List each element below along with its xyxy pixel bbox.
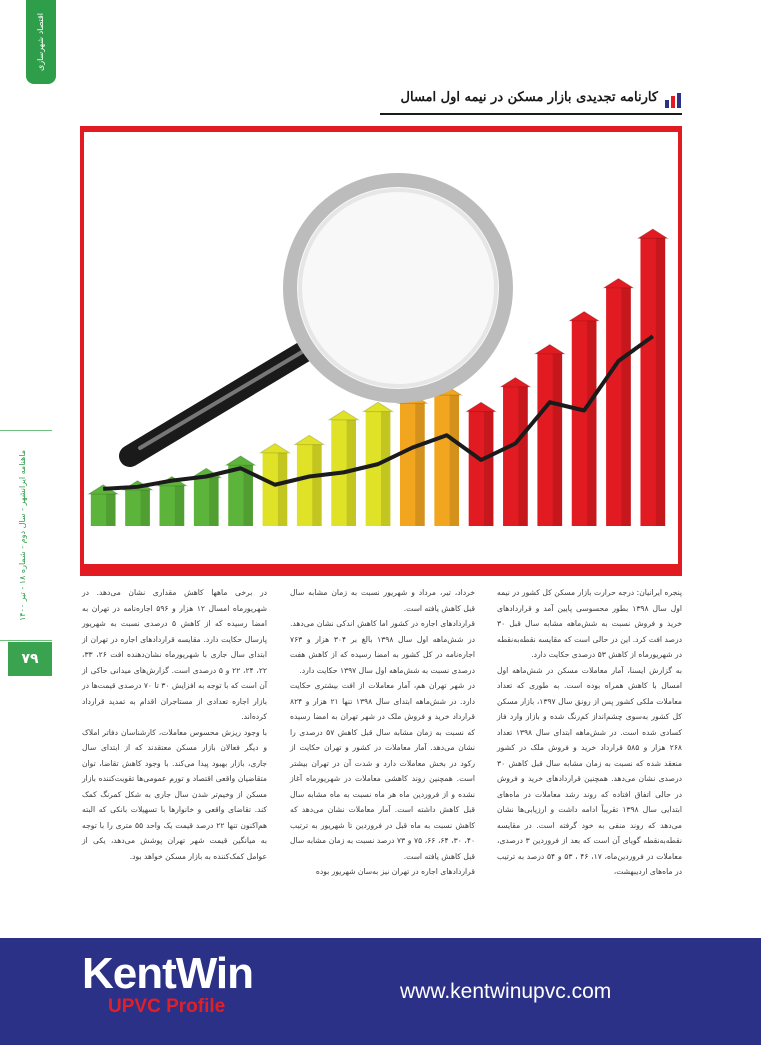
paragraph: خرداد، تیر، مرداد و شهریور نسبت به زمان مشابه سال قبل کاهش یافته است.	[290, 588, 475, 613]
paragraph: قراردادهای اجاره در تهران نیز به‌سان شهریور بوده	[315, 867, 475, 876]
article-header	[380, 90, 682, 112]
bar-roof	[363, 402, 393, 411]
housing-bar-chart	[80, 126, 682, 576]
page-number: ۷۹	[8, 642, 52, 676]
bar-shade	[621, 287, 630, 526]
hero-figure	[80, 126, 682, 576]
house-bar	[398, 394, 428, 526]
bar-roof	[466, 402, 496, 411]
brand-tagline: UPVC Profile	[108, 996, 226, 1017]
bar-roof	[329, 411, 359, 420]
bar-shade	[587, 320, 596, 526]
section-tab-label: اقتصاد شهرسازی	[36, 13, 45, 72]
bar-roof	[501, 378, 531, 387]
bar-roof	[535, 345, 565, 354]
title-underline	[380, 113, 682, 115]
bar-roof	[260, 444, 290, 453]
paragraph: به گزارش ایسنا، آمار معاملات مسکن در شش‌ماهه اول امسال با کاهش همراه بوده است. به طوری که تعداد معاملات ملکی کشور پس از رونق سال ۱۳۹۷، بازار مسکن کل کشور به‌سوی چشم‌انداز کم‌رنگ شده و بازار وارد فاز کسادی شده است. در شش‌ماهه ابتدای سال ۱۳۹۸ تعداد ۲۶۸ هزار و ۵۸۵ قرارداد خرید و فروش ملک در کشور منعقد شده که نسبت به زمان مشابه سال قبل کاهش ۳۰ درصدی نشان می‌دهد. همچنین قراردادهای خرید و فروش در حالی اتفاق افتاده که روند رشد معاملات در ماه‌های ابتدایی سال ۱۳۹۸ تقریباً ادامه داشت و ارزیابی‌ها نشان می‌دهد که روند منفی به خود گرفته است. در مقایسه نقطه‌به‌نقطه گویای آن است که بعد از فروردین ۳ درصدی، معاملات در فروردین‌ماه، ۱۷، ۴۶ ، ۵۳ و ۵۴ درصد به ترتیب در ماه‌های اردیبهشت،	[497, 665, 683, 876]
article-column-3	[82, 585, 267, 864]
paragraph: پنجره ایرانیان: درجه حرارت بازار مسکن کل کشور در نیمه اول سال ۱۳۹۸ بطور محسوسی پایین آمد و قراردادهای خرید و فروش نسبت به شش‌ماهه مشابه سال قبل ۳۰ درصد افت کرد. این در حالی است که مقایسه نقطه‌به‌نقطه در شهریورماه از کاهش ۵۳ درصدی حکایت دارد.	[497, 588, 682, 659]
bar-shade	[415, 403, 424, 526]
article-title: کارنامه تجدیدی بازار مسکن در نیمه اول امسال	[400, 90, 658, 105]
bar-shade	[209, 477, 218, 526]
bar-shade	[278, 452, 287, 526]
house-bar	[88, 485, 118, 526]
paragraph: با وجود ریزش محسوس معاملات، کارشناسان دفاتر املاک و دیگر فعالان بازار مسکن معتقدند که از ابتدای سال جاری، بازار بهبود پیدا می‌کند. با وجود کاهش تقاضا، توان متقاضیان واقعی اقتصاد و تورم عمومی‌ها تقویت‌کننده بازار مسکن از وخیم‌تر شدن سال جاری به شکل کمرنگ کمک کند. تقاضای واقعی و خانوارها با تسهیلات بانکی که البته هم‌اکنون تنها ۲۲ درصد قیمت یک واحد ۵۵ متری را با توجه به میانگین قیمت شهر تهران پوشش می‌دهد، یکی از عوامل کمک‌کننده به بازار مسکن خواهد بود.	[82, 727, 268, 861]
bar-shade	[553, 353, 562, 526]
paragraph: در شهر تهران هم، آمار معاملات از افت بیشتری حکایت دارد. در شش‌ماهه ابتدای سال ۱۳۹۸ تنها ۲۱ هزار و ۸۲۴ قرارداد خرید و فروش ملک در شهر تهران به امضا رسیده که نسبت به زمان مشابه سال قبل کاهش ۵۷ درصدی را نشان می‌دهد. آمار معاملات در کشور و تهران حکایت از رکود در بخش معاملات دارد و شدت آن در تهران بیشتر است. همچنین روند کاهشی معاملات در شهریورماه آغاز نشده و از فروردین ماه هر ماه نسبت به ماه مشابه سال قبل کاهش داشته است. آمار معاملات نشان می‌دهد که کاهش نسبت به ماه قبل در فروردین تا شهریور به ترتیب ۴۰، ۳۰، ۶۴، ۶۶، ۷۵ و ۷۳ درصد نسبت به زمان مشابه سال قبل کاهش یافته است.	[290, 681, 476, 861]
bar-roof	[294, 435, 324, 444]
house-bar	[638, 229, 668, 526]
bar-roof	[638, 229, 668, 238]
bar-shade	[106, 493, 115, 526]
house-bar	[535, 345, 565, 527]
bar-shade	[656, 238, 665, 526]
bar-shade	[381, 411, 390, 526]
bar-shade	[518, 386, 527, 526]
issue-line: ماهنامه ایرانشهر - سال دوم - شماره ۱۸ - تیر ۱۴۰۰	[18, 449, 27, 621]
bar-shade	[175, 485, 184, 526]
brand-logo-text: KentWin	[82, 949, 254, 998]
house-bar	[604, 279, 634, 527]
bar-shade	[140, 489, 149, 526]
house-bar	[466, 402, 496, 526]
article-column-2	[290, 585, 475, 880]
bar-shade	[450, 394, 459, 526]
bar-roof	[226, 456, 256, 465]
bar-roof	[569, 312, 599, 321]
building-chart-icon	[664, 92, 682, 108]
article-column-1	[497, 585, 682, 880]
paragraph: در برخی ماهها کاهش مقداری نشان می‌دهد. در شهریورماه امسال ۱۲ هزار و ۵۹۶ اجاره‌نامه در تهران به امضا رسیده که از کاهش ۵ درصدی نسبت به شهریور پارسال حکایت دارد. مقایسه قراردادهای اجاره در تهران از ابتدای سال جاری با شهریورماه نشان‌دهنده افت ۲۶، ۳۳، ۲۲، ۲۴، ۲۲ و ۵ درصدی است. گزارش‌های میدانی حاکی از آن است که با توجه به افزایش ۳۰ تا ۷۰ درصدی قیمت‌ها در بازار اجاره تعدادی از مستاجران اقدام به تمدید قرارداد کرده‌اند.	[82, 588, 267, 721]
bar-shade	[312, 444, 321, 526]
section-tab	[26, 0, 56, 84]
house-bar	[501, 378, 531, 527]
bar-shade	[484, 411, 493, 526]
paragraph: قراردادهای اجاره در کشور اما کاهش اندکی نشان می‌دهد. در شش‌ماهه اول سال ۱۳۹۸ بالغ بر ۳۰۴ هزار و ۷۶۳ اجاره‌نامه در کل کشور به امضا رسیده که از کاهش هفت درصدی نسبت به شش‌ماهه اول سال ۱۳۹۷ حکایت دارد.	[290, 619, 475, 675]
brand-url-link[interactable]: www.kentwinupvc.com	[400, 980, 612, 1003]
house-bar	[432, 386, 462, 526]
bar-roof	[604, 279, 634, 288]
side-divider-bottom	[0, 640, 52, 641]
house-bar	[569, 312, 599, 527]
